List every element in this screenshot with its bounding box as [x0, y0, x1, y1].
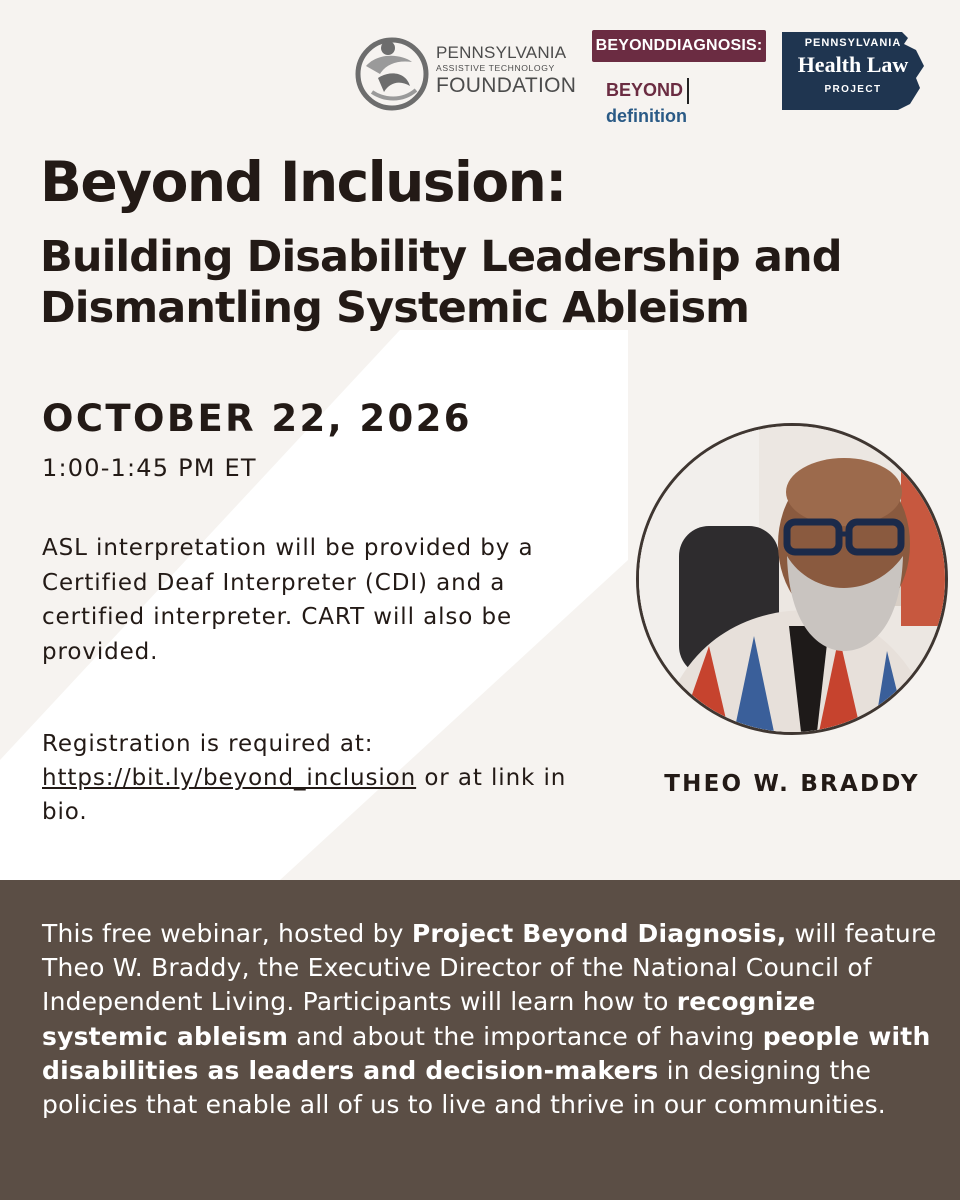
foundation-emblem-icon [352, 30, 432, 112]
registration-suffix: or at link in bio. [42, 765, 567, 825]
registration-prefix: Registration is required at: [42, 731, 374, 757]
registration-info [42, 727, 602, 829]
event-title: Beyond Inclusion: [40, 150, 566, 214]
description-text-3: and about the importance of having [288, 1021, 763, 1051]
accessibility-note: ASL interpretation will be provided by a Certified Deaf Interpreter (CDI) and a certified interpreter. CART will also be provided. [42, 535, 534, 665]
foundation-name-line2: ASSISTIVE TECHNOLOGY [436, 63, 555, 73]
speaker-name: THEO W. BRADDY [664, 771, 920, 797]
description-text-2: will feature Theo W. Braddy, the Executive Director of the National Council of Independent Living. Participants will learn how to [42, 919, 937, 1017]
pa-assistive-technology-foundation-logo [350, 26, 580, 116]
partner-logos [350, 26, 940, 126]
foundation-name-line1: PENNSYLVANIA [436, 43, 567, 62]
beyond-definition-part2: definition [606, 106, 687, 127]
speaker-photo [636, 423, 948, 735]
beyond-definition-logo [606, 78, 766, 128]
description-bold-3: people with disabilities as leaders and decision-makers [42, 1021, 931, 1085]
description-bold-2: recognize systemic ableism [42, 987, 816, 1051]
event-time: 1:00-1:45 PM ET [42, 454, 257, 482]
health-law-line2: Health Law [797, 52, 909, 77]
description-text-4: in designing the policies that enable all of us to live and thrive in our communities. [42, 1055, 886, 1120]
health-law-line1: PENNSYLVANIA [804, 37, 902, 49]
health-law-line3: PROJECT [824, 84, 882, 95]
description-bold-1: Project Beyond Diagnosis, [411, 919, 787, 948]
event-description [42, 917, 937, 1122]
foundation-name-line3: FOUNDATION [436, 73, 577, 97]
description-text-1: This free webinar, hosted by [42, 919, 412, 948]
logo-divider [687, 78, 689, 104]
event-date: OCTOBER 22, 2026 [42, 397, 472, 440]
event-subtitle: Building Disability Leadership and Dismantling Systemic Ableism [40, 232, 842, 333]
speaker-portrait-image [639, 426, 945, 732]
beyond-definition-part1: BEYOND [606, 80, 684, 100]
beyond-diagnosis-logo: BEYONDDIAGNOSIS: [592, 30, 766, 62]
registration-link[interactable]: https://bit.ly/beyond_inclusion [42, 765, 417, 791]
pennsylvania-health-law-project-logo [780, 26, 926, 114]
